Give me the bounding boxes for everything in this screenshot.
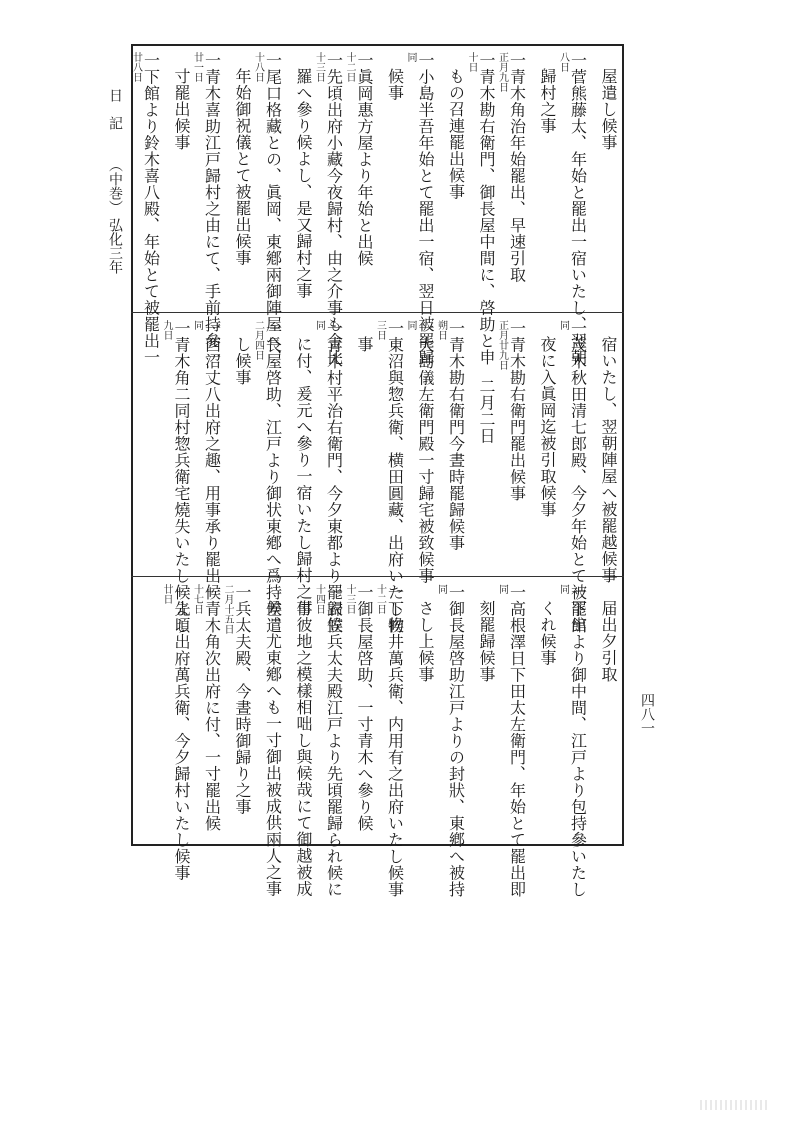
diary-line: 届出夕引取	[599, 600, 618, 683]
diary-line: 一東沼與惣兵衛、横田圓藏、出府いたし候	[385, 320, 405, 634]
diary-line: 寸罷出候事	[172, 68, 191, 151]
diary-line: 一尾口格藏との、眞岡、東鄕兩御陣屋へ、	[263, 52, 283, 366]
diary-line: 一青木村平治右衛門、今夕東都より罷歸候	[324, 320, 344, 634]
diary-line: 候事	[385, 68, 405, 101]
diary-line: 一先頃出府小藏今夜歸村、由之介事も金比	[324, 52, 344, 366]
diary-line: 一眞岡惠方屋より年始と出候	[355, 52, 374, 267]
month-heading: 二月二日	[477, 378, 496, 444]
diary-line: 宿いたし、翌朝陣屋へ被罷越候事	[599, 336, 618, 584]
diary-line: に付、爰元へ參り一宿いたし歸村之事	[294, 336, 313, 617]
diary-line: 一青木角次出府に付、一寸罷出候	[202, 584, 222, 832]
entry-date: 同	[435, 584, 447, 594]
entry-date: 十七日	[191, 584, 203, 614]
entry-date: 十四日	[313, 584, 325, 614]
running-head-title: 日 記	[107, 88, 123, 130]
diary-line: 屋遣し候事	[599, 68, 618, 151]
diary-line: 候、尤東鄕へも一寸御出被成供兩人之事	[263, 600, 283, 897]
diary-line: 一下物井萬兵衛、内用有之出府いたし候事	[385, 584, 405, 898]
entry-date: 正月九日	[496, 52, 508, 92]
diary-line: し候事	[233, 336, 252, 386]
diary-line: 一青木角二同村惣兵衛宅燒失いたし候よし	[172, 320, 191, 634]
entry-date: 同	[405, 320, 416, 330]
entry-date: 廿一日	[191, 52, 203, 82]
diary-line: 羅へ參り候よし、是又歸村之事	[294, 68, 313, 299]
running-head-volume: （中巻）	[107, 158, 123, 214]
diary-line: 一菅熊藤太、年始と罷出一宿いたし、翌朝	[568, 52, 588, 366]
diary-line: 一先頃出府萬兵衛、今夕歸村いたし候事	[172, 584, 191, 881]
entry-date: 十二日	[344, 52, 355, 82]
page-number: 四八一	[639, 693, 655, 735]
diary-line: 一長屋啓助、江戸より御状東鄕へ爲持差遣	[263, 320, 283, 634]
diary-line: 一高根澤日下田太左衛門、年始とて罷出即	[507, 584, 527, 898]
entry-date: 二月十五日	[222, 584, 233, 634]
entry-date: 同	[191, 320, 203, 330]
entry-date: 九日	[161, 320, 172, 340]
diary-line: 一茂木秋田清七郎殿、今夕年始とて被罷出	[568, 320, 588, 634]
diary-line: 一衣笠兵太夫殿江戸より先頃罷歸られ候に	[324, 584, 344, 898]
diary-line: 一青木勘右衛門今晝時罷歸候事	[446, 320, 466, 551]
diary-line: 事	[355, 336, 374, 353]
entry-date: 正月廿九日	[496, 320, 508, 370]
diary-line: 一小島半吾年始とて罷出一宿、翌日被罷歸	[416, 52, 435, 366]
diary-line: 一御長屋啓助、一寸青木へ參り候	[355, 584, 374, 832]
entry-date: 同	[496, 584, 508, 594]
diary-line: 一兵太夫殿、今晝時御歸り之事	[233, 584, 252, 815]
diary-line: 付彼地之模樣相咄し與候哉にて御越被成	[294, 600, 313, 897]
diary-line: 一青木勘右衛門罷出候事	[507, 320, 527, 502]
entry-date: 二月四日	[252, 320, 264, 360]
diary-line: 一青木角治年始罷出、早速引取	[507, 52, 527, 283]
entry-date: 十二日	[374, 584, 386, 614]
diary-line: 一青木勘右衛門、御長屋中間に、啓助と申	[477, 52, 496, 366]
diary-line: くれ候事	[538, 600, 557, 666]
entry-date: 十三日	[344, 584, 355, 614]
scan-mark	[700, 1100, 770, 1110]
diary-line: 一御長屋啓助江戸よりの封狀、東鄕へ被持	[446, 584, 466, 898]
entry-date: 十日	[466, 52, 477, 72]
diary-line: 一下館より御中間、江戸より包持參いたし	[568, 584, 588, 898]
diary-line: 一大島儀左衛門殿一寸歸宅被致候事	[416, 320, 435, 584]
diary-line: 夜に入眞岡迄被引取候事	[538, 336, 557, 518]
diary-line: 一下館より鈴木喜八殿、年始とて被罷出一	[141, 52, 161, 366]
entry-date: 十三日	[313, 52, 325, 82]
entry-date: 同	[557, 584, 569, 594]
entry-date: 同	[313, 320, 325, 330]
running-head-era: 弘化三年	[107, 218, 123, 274]
entry-date: 三日	[374, 320, 386, 340]
diary-line: 一青木喜助江戸歸村之由にて、手前持參一	[202, 52, 222, 366]
entry-date: 同	[557, 320, 569, 330]
diary-line: 歸村之事	[538, 68, 557, 134]
entry-date: 十八日	[252, 52, 264, 82]
entry-date: 八日	[557, 52, 569, 72]
diary-line: 一西沼丈八出府之趣、用事承り罷出候	[202, 320, 222, 601]
entry-date: 朔日	[435, 320, 447, 340]
entry-date: 廿日	[161, 584, 172, 604]
entry-date: 廿八日	[130, 52, 142, 82]
diary-section-bottom	[133, 582, 622, 898]
diary-line: 刻罷歸候事	[477, 600, 496, 683]
diary-line: 年始御祝儀とて被罷出候事	[233, 68, 252, 266]
entry-date: 同	[405, 52, 416, 62]
diary-line: もの召連罷出候事	[446, 68, 466, 200]
diary-line: さし上候事	[416, 600, 435, 683]
